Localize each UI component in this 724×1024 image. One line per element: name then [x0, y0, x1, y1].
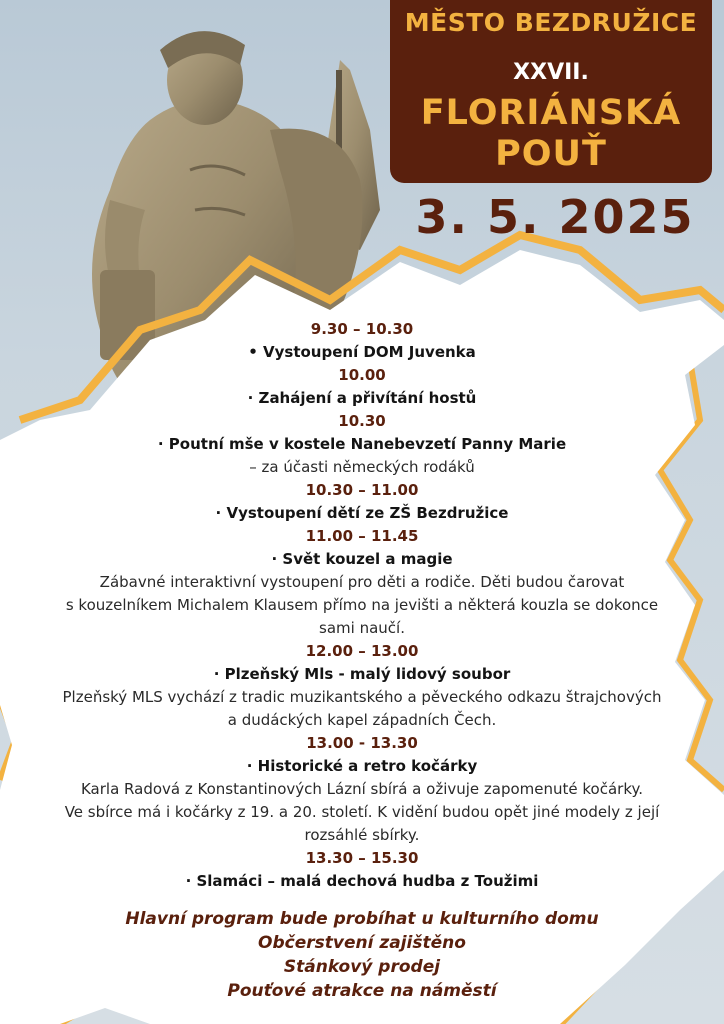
program-time: 11.00 – 11.45	[305, 527, 419, 545]
program-title: · Slamáci – malá dechová hudba z Toužimi	[185, 872, 539, 890]
program-description: s kouzelníkem Michalem Klausem přímo na jevišti a některá kouzla se dokonce	[65, 596, 659, 614]
event-name-line2: POUŤ	[495, 134, 607, 174]
program-title: · Zahájení a přivítání hostů	[247, 389, 477, 407]
program-title: · Historické a retro kočárky	[246, 757, 478, 775]
program-description: rozsáhlé sbírky.	[304, 826, 420, 844]
program-title: · Poutní mše v kostele Nanebevzetí Panny Marie	[157, 435, 567, 453]
event-date: 3. 5. 2025	[415, 190, 695, 244]
program-item	[20, 318, 704, 364]
program-item	[20, 847, 704, 893]
program-item	[20, 640, 704, 732]
program-description: Zábavné interaktivní vystoupení pro děti a rodiče. Děti budou čarovat	[99, 573, 625, 591]
footer-line: Hlavní program bude probíhat u kulturního domu	[125, 909, 599, 929]
program-item	[20, 525, 704, 640]
program-title: · Vystoupení dětí ze ZŠ Bezdružice	[215, 504, 509, 522]
program-list	[20, 318, 704, 893]
program-description: Ve sbírce má i kočárky z 19. a 20. století. K vidění budou opět jiné modely z její	[64, 803, 660, 821]
program-time: 13.00 - 13.30	[306, 734, 418, 752]
program-item	[20, 364, 704, 410]
program-description: – za účasti německých rodáků	[249, 458, 475, 476]
footer-line: Občerstvení zajištěno	[258, 933, 466, 953]
footer-line: Pouťové atrakce na náměstí	[227, 981, 497, 1001]
program-time: 9.30 – 10.30	[310, 320, 414, 338]
program-item	[20, 732, 704, 847]
program-time: 10.30	[338, 412, 386, 430]
footer-info	[20, 907, 704, 1003]
event-name-line1: FLORIÁNSKÁ	[420, 93, 682, 133]
program-time: 13.30 – 15.30	[305, 849, 419, 867]
edition-number: XXVII.	[513, 60, 589, 85]
program-description: Plzeňský MLS vychází z tradic muzikantského a pěveckého odkazu štrajchových	[62, 688, 662, 706]
program-title: · Plzeňský Mls - malý lidový soubor	[213, 665, 511, 683]
program-time: 10.00	[338, 366, 386, 384]
program-item	[20, 410, 704, 479]
program-title: • Vystoupení DOM Juvenka	[248, 343, 476, 361]
program-item	[20, 479, 704, 525]
program-title: · Svět kouzel a magie	[271, 550, 453, 568]
program-description: a dudáckých kapel západních Čech.	[227, 711, 497, 729]
program-description: sami naučí.	[319, 619, 405, 637]
footer-line: Stánkový prodej	[283, 957, 441, 977]
program-time: 12.00 – 13.00	[305, 642, 419, 660]
program-time: 10.30 – 11.00	[305, 481, 419, 499]
city-name: MĚSTO BEZDRUŽICE	[404, 8, 698, 37]
program-description: Karla Radová z Konstantinových Lázní sbírá a oživuje zapomenuté kočárky.	[80, 780, 643, 798]
title-box	[390, 0, 712, 183]
